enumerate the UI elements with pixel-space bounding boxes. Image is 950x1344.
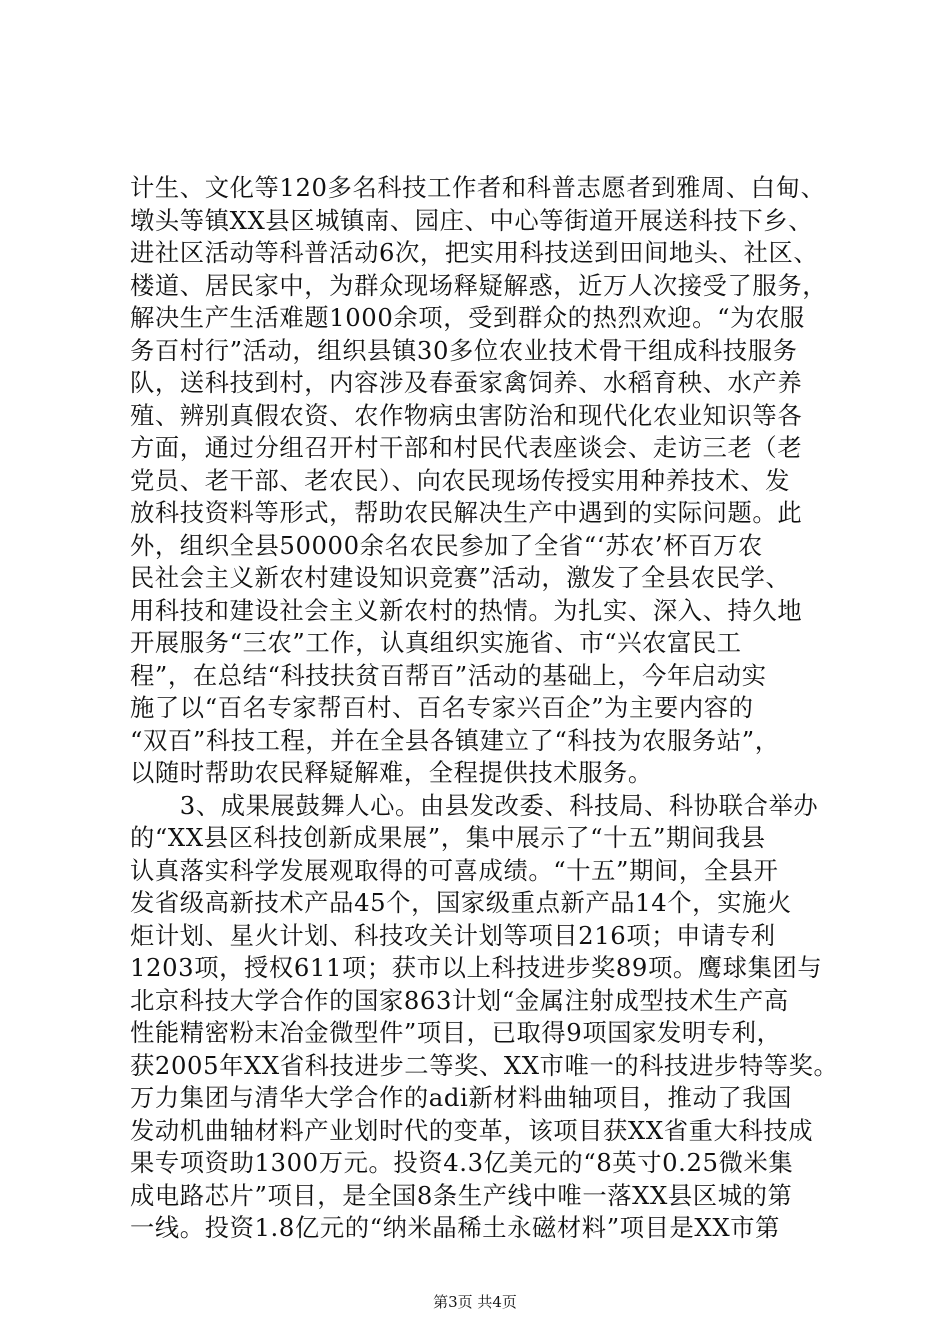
text-line: 性能精密粉末冶金微型件”项目，已取得9项国家发明专利， <box>130 1018 782 1047</box>
text-line: 外，组织全县50000余名农民参加了全省“‘苏农’杯百万农 <box>130 531 763 560</box>
text-line: 放科技资料等形式，帮助农民解决生产中遇到的实际问题。此 <box>130 498 803 527</box>
text-line: 开展服务“三农”工作，认真组织实施省、市“兴农富民工 <box>130 628 742 657</box>
text-line: 万力集团与清华大学合作的adi新材料曲轴项目，推动了我国 <box>130 1083 793 1112</box>
text-line: 成电路芯片”项目，是全国8条生产线中唯一落XX县区城的第 <box>130 1181 793 1210</box>
text-line: 进社区活动等科普活动6次，把实用科技送到田间地头、社区、 <box>130 238 819 267</box>
text-line: 一线。投资1.8亿元的“纳米晶稀土永磁材料”项目是XX市第 <box>130 1213 781 1242</box>
text-line: 程”，在总结“科技扶贫百帮百”活动的基础上，今年启动实 <box>130 661 767 690</box>
text-line: 以随时帮助农民释疑解难，全程提供技术服务。 <box>130 758 653 787</box>
text-line: 炬计划、星火计划、科技攻关计划等项目216项；申请专利 <box>130 921 776 950</box>
text-line: 施了以“百名专家帮百村、百名专家兴百企”为主要内容的 <box>130 693 754 722</box>
text-line: 果专项资助1300万元。投资4.3亿美元的“8英寸0.25微米集 <box>130 1148 794 1177</box>
text-line: 计生、文化等120多名科技工作者和科普志愿者到雅周、白甸、 <box>130 173 826 202</box>
page-number-footer: 第3页 共4页 <box>433 1293 517 1311</box>
text-line: 北京科技大学合作的国家863计划“金属注射成型技术生产高 <box>130 986 789 1015</box>
text-line: 楼道、居民家中，为群众现场释疑解惑，近万人次接受了服务， <box>130 271 828 300</box>
text-line: 墩头等镇XX县区城镇南、园庄、中心等街道开展送科技下乡、 <box>130 206 814 235</box>
text-line: 殖、辨别真假农资、农作物病虫害防治和现代化农业知识等各 <box>130 401 803 430</box>
text-line: “双百”科技工程，并在全县各镇建立了“科技为农服务站”， <box>130 726 780 755</box>
text-line: 民社会主义新农村建设知识竞赛”活动，激发了全县农民学、 <box>130 563 791 592</box>
text-line: 认真落实科学发展观取得的可喜成绩。“十五”期间，全县开 <box>130 856 779 885</box>
text-line: 发动机曲轴材料产业划时代的变革，该项目获XX省重大科技成 <box>130 1116 814 1145</box>
text-line: 队，送科技到村，内容涉及春蚕家禽饲养、水稻育秧、水产养 <box>130 368 803 397</box>
text-line: 1203项，授权611项；获市以上科技进步奖89项。鹰球集团与 <box>130 953 823 982</box>
text-line: 用科技和建设社会主义新农村的热情。为扎实、深入、持久地 <box>130 596 803 625</box>
text-line: 方面，通过分组召开村干部和村民代表座谈会、走访三老（老 <box>130 433 803 462</box>
text-line: 党员、老干部、老农民）、向农民现场传授实用种养技术、发 <box>130 466 791 495</box>
text-line: 获2005年XX省科技进步二等奖、XX市唯一的科技进步特等奖。 <box>130 1051 839 1080</box>
section-heading-line: 3、成果展鼓舞人心。由县发改委、科技局、科协联合举办 <box>130 791 819 820</box>
text-line: 务百村行”活动，组织县镇30多位农业技术骨干组成科技服务 <box>130 336 798 365</box>
text-line: 发省级高新技术产品45个，国家级重点新产品14个，实施火 <box>130 888 792 917</box>
text-line: 的“XX县区科技创新成果展”，集中展示了“十五”期间我县 <box>130 823 766 852</box>
text-line: 解决生产生活难题1000余项，受到群众的热烈欢迎。“为农服 <box>130 303 805 332</box>
